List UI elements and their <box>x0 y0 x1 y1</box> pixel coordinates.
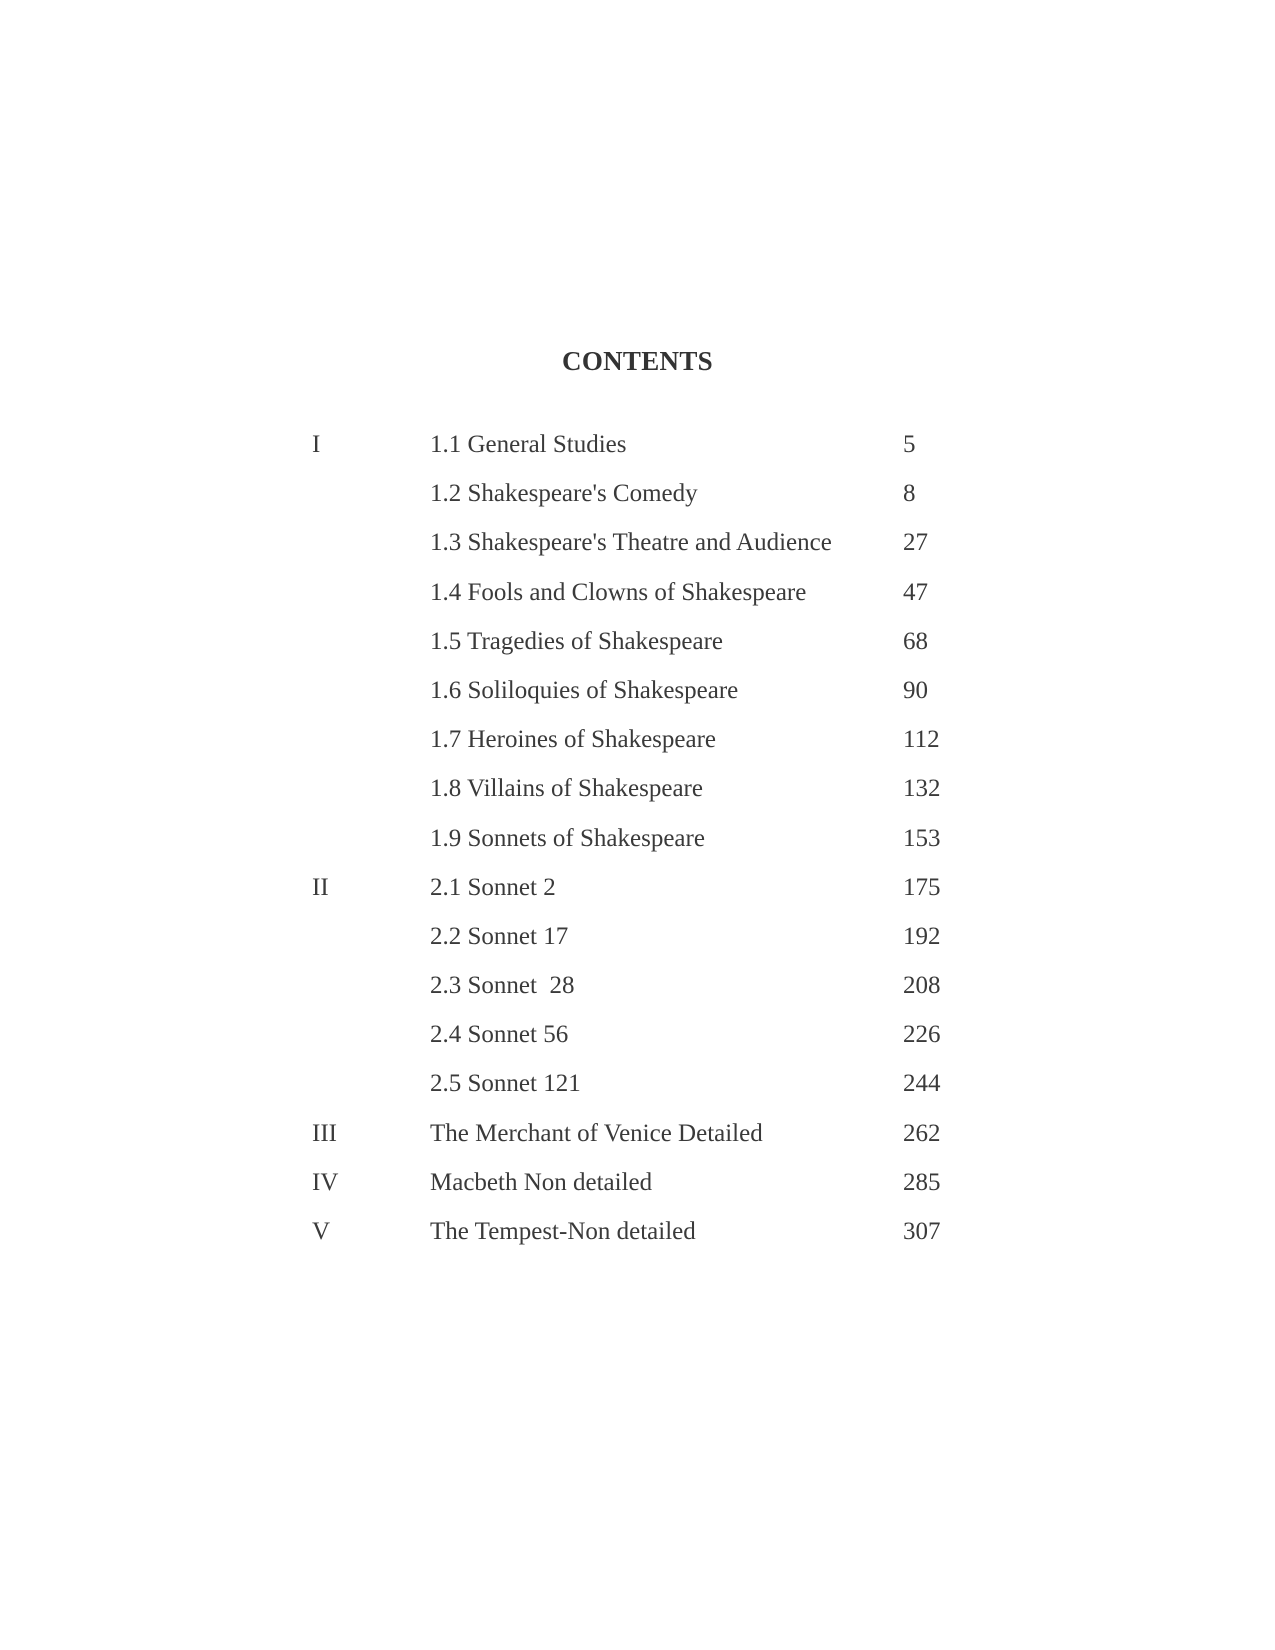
toc-row <box>312 526 962 575</box>
toc-row <box>312 723 962 772</box>
toc-title: 1.1 General Studies <box>430 431 627 458</box>
toc-page-number: 68 <box>903 627 928 655</box>
toc-page-number: 112 <box>903 726 940 754</box>
toc-page-number: 5 <box>903 431 916 458</box>
page-title: CONTENTS <box>562 346 713 376</box>
toc-row <box>312 1215 962 1264</box>
toc-title: 2.5 Sonnet 121 <box>430 1070 581 1098</box>
toc-title: The Merchant of Venice Detailed <box>430 1119 763 1147</box>
toc-row <box>312 576 962 625</box>
toc-title: Macbeth Non detailed <box>430 1168 653 1196</box>
toc-row <box>312 822 962 871</box>
toc-row <box>312 1166 962 1215</box>
toc-title: 2.3 Sonnet 28 <box>430 972 575 1000</box>
toc-page-number: 47 <box>903 578 928 606</box>
toc-title: 1.7 Heroines of Shakespeare <box>430 726 717 754</box>
toc-page-number: 27 <box>903 529 928 557</box>
toc-row <box>312 969 962 1018</box>
toc-title: 1.6 Soliloquies of Shakespeare <box>430 676 739 704</box>
toc-unit: I <box>312 431 321 458</box>
toc-unit: IV <box>312 1168 339 1196</box>
toc-title: 1.4 Fools and Clowns of Shakespeare <box>430 578 807 606</box>
toc-row <box>312 871 962 920</box>
toc-unit: II <box>312 873 329 901</box>
toc-row <box>312 1018 962 1067</box>
toc-title: 1.2 Shakespeare's Comedy <box>430 480 698 508</box>
toc-row <box>312 477 962 526</box>
toc-row <box>312 674 962 723</box>
toc-page-number: 8 <box>903 480 916 508</box>
toc-page-number: 175 <box>903 873 941 901</box>
toc-row <box>312 920 962 969</box>
toc-title: 1.5 Tragedies of Shakespeare <box>430 627 723 655</box>
toc-page-number: 262 <box>903 1119 941 1147</box>
toc-unit: V <box>312 1218 331 1245</box>
toc-title: 2.1 Sonnet 2 <box>430 873 556 901</box>
toc-page-number: 307 <box>903 1218 941 1245</box>
toc-title: The Tempest-Non detailed <box>430 1218 696 1245</box>
toc-page-number: 192 <box>903 922 941 950</box>
toc-page-number: 285 <box>903 1168 941 1196</box>
toc-title: 1.3 Shakespeare's Theatre and Audience <box>430 529 832 557</box>
toc-page-number: 244 <box>903 1070 941 1098</box>
toc-page-number: 226 <box>903 1021 941 1049</box>
toc-row <box>312 625 962 674</box>
toc-page-number: 153 <box>903 824 941 852</box>
table-of-contents <box>312 428 962 1264</box>
toc-title: 2.2 Sonnet 17 <box>430 922 569 950</box>
toc-row <box>312 1067 962 1116</box>
toc-row <box>312 428 962 477</box>
toc-unit: III <box>312 1119 337 1147</box>
toc-title: 2.4 Sonnet 56 <box>430 1021 569 1049</box>
toc-title: 1.9 Sonnets of Shakespeare <box>430 824 705 852</box>
toc-row <box>312 1117 962 1166</box>
toc-page-number: 132 <box>903 775 941 803</box>
toc-page-number: 208 <box>903 972 941 1000</box>
toc-row <box>312 772 962 821</box>
toc-page-number: 90 <box>903 676 928 704</box>
toc-title: 1.8 Villains of Shakespeare <box>430 775 703 803</box>
